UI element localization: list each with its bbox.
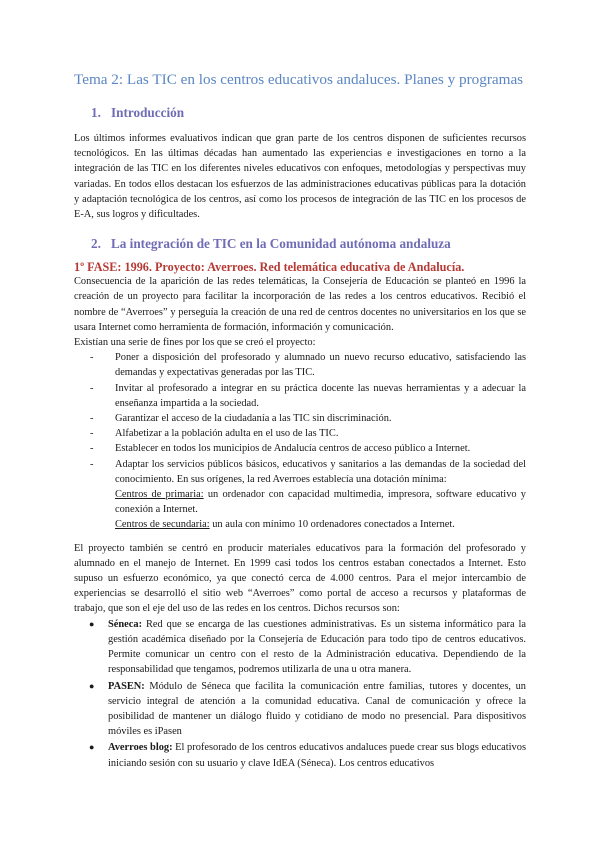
bullet-marker: ● (89, 618, 95, 629)
resource-name: Averroes blog: (108, 742, 173, 754)
resource-text: El profesorado de los centros educativos andaluces puede crear sus blogs educativos iniciando sesión con su usuario y clave IdEA (Séneca). Los centros educativos (108, 742, 526, 769)
primaria-line (115, 487, 526, 517)
list-item-text: Poner a disposición del profesorado y alumnado un nuevo recurso educativo, satisfaciendo las demandas y expectativas generadas por las TIC. (115, 352, 526, 379)
list-item-text: Adaptar los servicios públicos básicos, educativos y sanitarios a las demandas de la sociedad del conocimiento. En sus orígenes, la red Averroes establecía una dotación mínima: (115, 458, 526, 485)
section-heading-introduccion (91, 105, 526, 121)
section-number: 2. (91, 236, 101, 252)
primaria-label: Centros de primaria: (115, 489, 204, 501)
resources-list (74, 617, 526, 771)
resource-name: Séneca: (108, 618, 143, 630)
intro-paragraph: Los últimos informes evaluativos indican que gran parte de los centros disponen de suficientes recursos tecnológicos. En las últimas décadas han aumentado las experiencias e investigaciones en torno a la integración de las TIC en los diferentes niveles educativos con enfoques, metodologías y perspectivas muy variadas. En todos ellos destacan los esfuerzos de las administraciones educativas públicas para la dotación y adaptación tecnológica de los centros, así como los procesos de integración de las TIC en los procesos de E-A, sus logros y dificultades. (74, 133, 526, 221)
section-heading-text: La integración de TIC en la Comunidad autónoma andaluza (111, 236, 451, 252)
section-heading-integracion (91, 236, 526, 252)
list-item (74, 426, 526, 441)
resource-name: PASEN: (108, 680, 145, 692)
bullet-marker: ● (89, 742, 95, 753)
section-number: 1. (91, 105, 101, 120)
aims-list (74, 350, 526, 532)
secundaria-text: un aula con mínimo 10 ordenadores conectados a Internet. (209, 519, 455, 531)
list-item (74, 350, 526, 380)
secundaria-line (115, 517, 526, 532)
section-heading-text: Introducción (111, 105, 185, 120)
list-item (74, 679, 526, 740)
dash-marker: - (90, 352, 94, 364)
list-item (74, 617, 526, 678)
aims-intro-paragraph: Existían una serie de fines por los que se creó el proyecto: (74, 337, 316, 349)
resource-text: Red que se encarga de las cuestiones administrativas. Es un sistema informático para la gestión académica diseñado por la Consejería de Educación para todo tipo de centros educativos. Permite comunicar un centro con el resto de la Administración educativa. Dependiendo de la responsabilidad que tengamos, podremos utilizarla de una u otra manera. (108, 618, 526, 676)
secundaria-label: Centros de secundaria: (115, 519, 210, 531)
dash-marker: - (90, 382, 94, 394)
list-item (74, 381, 526, 411)
dash-marker: - (90, 443, 94, 455)
list-item-text: Invitar al profesorado a integrar en su práctica docente las nuevas herramientas y a adecuar la enseñanza impartida a la sociedad. (115, 382, 526, 409)
resources-paragraph: El proyecto también se centró en producir materiales educativos para la formación del profesorado y alumnado en el manejo de Internet. En 1999 casi todos los centros estaban conectados a Internet. Esto supuso un esfuerzo económico, ya que conectó cerca de 4.000 centros. Para el mejor intercambio de experiencias se desarrolló el sitio web “Averroes” como portal de acceso a recursos y plataformas de trabajo, que son el eje del uso de las redes en los centros. Dichos recursos son: (74, 542, 526, 615)
list-item (74, 441, 526, 456)
list-item (74, 740, 526, 770)
list-item (74, 457, 526, 533)
dash-marker: - (90, 413, 94, 425)
list-item-text: Establecer en todos los municipios de Andalucía centros de acceso público a Internet. (115, 443, 471, 455)
dash-marker: - (90, 458, 94, 470)
list-item-text: Alfabetizar a la población adulta en el uso de las TIC. (115, 428, 339, 440)
resource-text: Módulo de Séneca que facilita la comunicación entre familias, tutores y docentes, un servicio integral de atención a la comunidad educativa. Canal de comunicación y ofrece la posibilidad de mantener un diálogo fluido y cotidiano de modo no presencial. Para dispositivos móviles es iPasen (108, 680, 526, 738)
averroes-paragraph: Consecuencia de la aparición de las redes telemáticas, la Consejería de Educación se planteó en 1996 la creación de un proyecto para facilitar la incorporación de las redes a los centros educativos. Recibió el nombre de “Averroes” y perseguía la creación de una red de centros docentes no universitarios en los que se usara Internet como herramienta de formación, información y comunicación. (74, 276, 526, 333)
dash-marker: - (90, 428, 94, 440)
bullet-marker: ● (89, 680, 95, 691)
primaria-text: un ordenador con capacidad multimedia, impresora, software educativo y conexión a Internet. (115, 489, 526, 516)
list-item (74, 411, 526, 426)
list-item-text: Garantizar el acceso de la ciudadanía a las TIC sin discriminación. (115, 413, 392, 425)
phase-heading: 1º FASE: 1996. Proyecto: Averroes. Red telemática educativa de Andalucía. (74, 260, 465, 275)
page-title: Tema 2: Las TIC en los centros educativos andaluces. Planes y programas (74, 71, 524, 88)
